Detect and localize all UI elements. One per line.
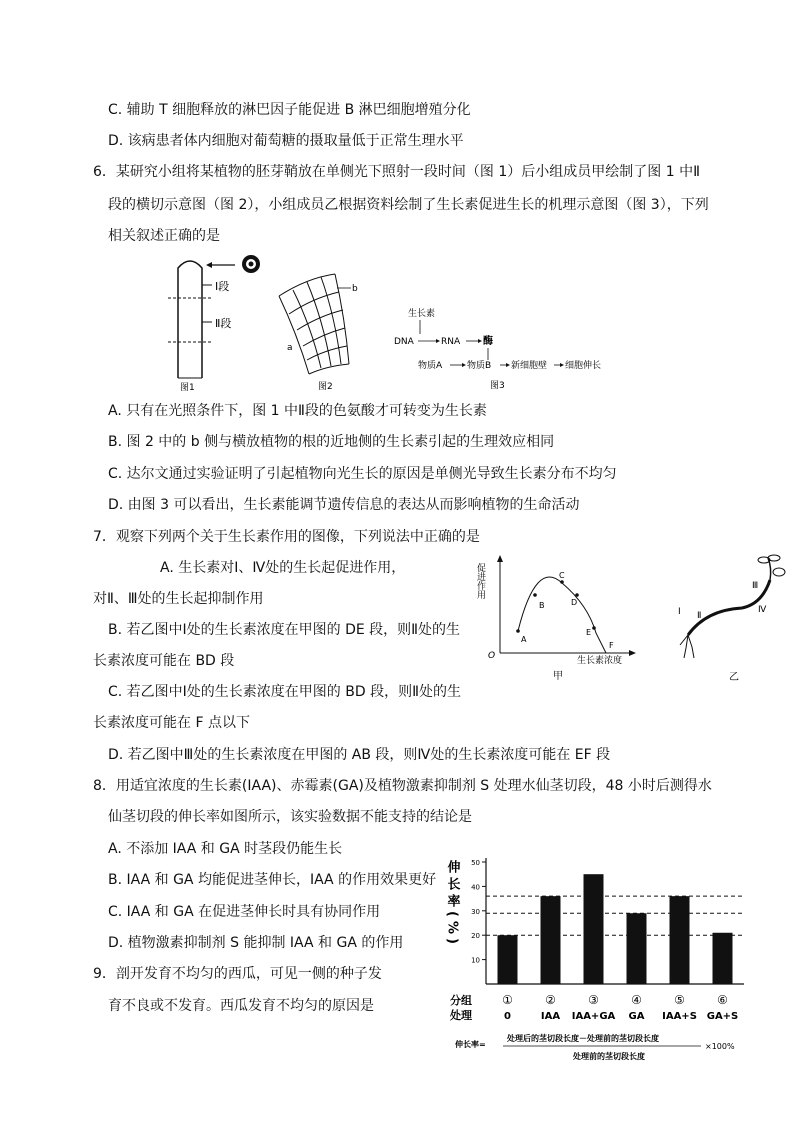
y-tick-label: 50 (471, 859, 480, 867)
group-label-1: ① (502, 993, 513, 1007)
q8-option-d: D. 植物激素抑制剂 S 能抑制 IAA 和 GA 的作用 (108, 935, 404, 951)
formula-numerator: 处理后的茎切段长度－处理前的茎切段长度 (507, 1034, 659, 1043)
fig3-caption: 图3 (490, 381, 505, 391)
q6-option-d: D. 由图 3 可以看出，生长素能调节遗传信息的表达从而影响植物的生命活动 (108, 497, 580, 513)
y-tick-label: 10 (471, 956, 480, 965)
q9-stem-line-2: 育不良或不发育。西瓜发育不均匀的原因是 (108, 998, 374, 1014)
fig3-new-wall: 新细胞壁 (511, 361, 548, 371)
bar-chart-group-label: 分组 (450, 994, 472, 1007)
bar-2 (541, 896, 561, 984)
q8-option-c: C. IAA 和 GA 在促进茎伸长时具有协同作用 (108, 904, 381, 920)
sun-icon (240, 253, 262, 275)
group-label-3: ③ (588, 993, 599, 1007)
fig1-seg2-label: Ⅱ段 (215, 317, 232, 330)
q8-stem-line-1: 8．用适宜浓度的生长素(IAA)、赤霉素(GA)及植物激素抑制剂 S 处理水仙茎切段，48 小时后测得水 (93, 778, 712, 794)
q6-option-c: C. 达尔文通过实验证明了引起植物向光生长的原因是单侧光导致生长素分布不均匀 (108, 466, 617, 482)
bar-5 (670, 896, 690, 984)
q7-stem: 7．观察下列两个关于生长素作用的图像，下列说法中正确的是 (93, 529, 480, 545)
yi-caption: 乙 (729, 672, 739, 683)
fig3-substance-a: 物质A (418, 361, 443, 371)
elongation-formula (455, 1030, 755, 1066)
q8-stem-line-2: 仙茎切段的伸长率如图所示，该实验数据不能支持的结论是 (108, 809, 472, 825)
jia-point-e: E (586, 628, 592, 637)
treatment-label-6: GA+S (706, 1011, 739, 1022)
treatment-label-5: IAA+S (662, 1011, 697, 1022)
jia-caption: 甲 (553, 671, 563, 682)
q6-stem-line-2: 段的横切示意图（图 2），小组成员乙根据资料绘制了生长素促进生长的机理示意图（图 3），下列 (108, 197, 709, 213)
q6-stem-line-1: 6．某研究小组将某植物的胚芽鞘放在单侧光下照射一段时间（图 1）后小组成员甲绘制了图 1 中Ⅱ (93, 164, 700, 180)
jia-point-c: C (559, 571, 565, 580)
yi-label-4: Ⅳ (758, 605, 767, 615)
figure-2 (275, 268, 375, 393)
jia-xlabel: 生长素浓度 (577, 656, 623, 666)
group-label-5: ⑤ (674, 993, 685, 1007)
q7-option-a-line-1: A. 生长素对Ⅰ、Ⅳ处的生长起促进作用， (160, 560, 406, 576)
q6-stem-line-3: 相关叙述正确的是 (108, 228, 220, 244)
group-label-6: ⑥ (717, 993, 728, 1007)
q7-option-c-line-2: 长素浓度可能在 F 点以下 (93, 715, 250, 731)
q7-option-b-line-1: B. 若乙图中Ⅰ处的生长素浓度在甲图的 DE 段，则Ⅱ处的生 (108, 622, 461, 638)
q6-option-a: A. 只有在光照条件下，图 1 中Ⅱ段的色氨酸才可转变为生长素 (108, 403, 487, 419)
y-tick-label: 30 (471, 907, 480, 916)
q7-option-c-line-1: C. 若乙图中Ⅰ处的生长素浓度在甲图的 BD 段，则Ⅱ处的生 (108, 684, 461, 700)
yi-label-2: Ⅱ (697, 611, 702, 621)
y-tick-label: 40 (471, 883, 480, 892)
q8-option-a: A. 不添加 IAA 和 GA 时茎段仍能生长 (108, 841, 343, 857)
fig3-substance-b: 物质B (467, 361, 492, 371)
formula-denominator: 处理前的茎切段长度 (573, 1052, 645, 1061)
fig2-caption: 图2 (318, 382, 333, 392)
group-label-4: ④ (631, 993, 642, 1007)
bar-chart-ylabel: 伸长率(%) (444, 860, 460, 948)
jia-origin: O (488, 651, 496, 661)
jia-point-f: F (609, 641, 614, 650)
fig3-auxin: 生长素 (408, 309, 436, 319)
formula-left: 伸长率= (455, 1040, 486, 1049)
treatment-label-4: GA (628, 1011, 645, 1022)
q9-stem-line-1: 9．剖开发育不均匀的西瓜，可见一侧的种子发 (93, 966, 382, 982)
bar-3 (584, 874, 604, 984)
fig1-caption: 图1 (180, 383, 195, 393)
treatment-label-2: IAA (540, 1011, 561, 1022)
fig3-elongation: 细胞伸长 (565, 361, 602, 371)
jia-point-b: B (539, 601, 545, 610)
jia-point-d: D (571, 598, 578, 607)
treatment-label-1: 0 (504, 1011, 511, 1022)
y-tick-label: 20 (471, 932, 480, 941)
bar-1 (498, 935, 518, 984)
q6-option-b: B. 图 2 中的 b 侧与横放植物的根的近地侧的生长素引起的生理效应相同 (108, 434, 555, 450)
fig3-rna: RNA (441, 337, 461, 347)
bar-4 (627, 913, 647, 984)
fig2-label-a: a (287, 343, 293, 353)
q5-option-d: D. 该病患者体内细胞对葡萄糖的摄取量低于正常生理水平 (108, 133, 464, 149)
figure-3 (390, 300, 650, 392)
q7-option-a-line-2: 对Ⅱ、Ⅲ处的生长起抑制作用 (93, 591, 264, 607)
fig1-seg1-label: Ⅰ段 (215, 280, 230, 293)
formula-suffix: ×100% (705, 1042, 735, 1051)
fig3-dna: DNA (394, 337, 414, 347)
graph-jia (475, 553, 638, 685)
yi-label-3: Ⅲ (752, 581, 759, 591)
q7-option-d: D. 若乙图中Ⅲ处的生长素浓度在甲图的 AB 段，则Ⅳ处的生长素浓度可能在 EF 段 (108, 747, 611, 763)
q5-option-c: C. 辅助 T 细胞释放的淋巴因子能促进 B 淋巴细胞增殖分化 (108, 102, 471, 118)
fig3-enzyme: 酶 (483, 336, 493, 347)
jia-point-a: A (521, 635, 527, 644)
bar-6 (713, 933, 733, 984)
group-label-2: ② (545, 993, 556, 1007)
yi-label-1: Ⅰ (678, 607, 681, 617)
elongation-bar-chart (444, 848, 748, 1058)
q8-option-b: B. IAA 和 GA 均能促进茎伸长，IAA 的作用效果更好 (108, 872, 437, 888)
q7-option-b-line-2: 长素浓度可能在 BD 段 (93, 653, 235, 669)
jia-ylabel: 促进作用 (475, 563, 485, 599)
bar-chart-treatment-label: 处理 (450, 1009, 472, 1022)
graph-yi (672, 550, 792, 685)
fig2-label-b: b (352, 284, 358, 294)
treatment-label-3: IAA+GA (571, 1011, 616, 1022)
